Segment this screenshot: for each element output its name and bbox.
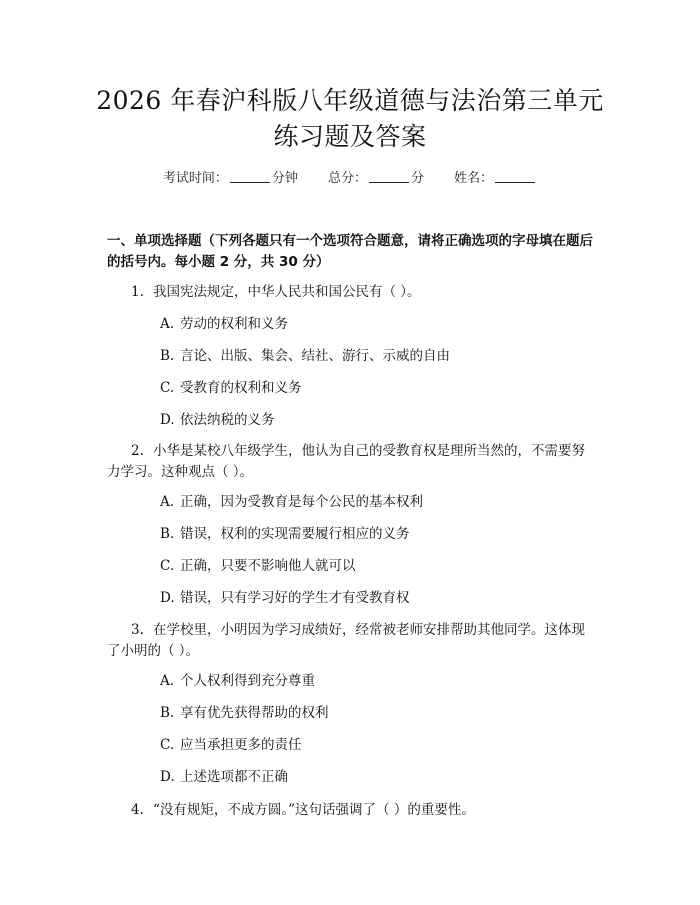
time-label: 考试时间： (162, 171, 228, 186)
option-text: 正确，只要不影响他人就可以 (180, 558, 356, 574)
option-text: 个人权利得到充分尊重 (180, 673, 315, 689)
score-unit: 分 (411, 171, 425, 186)
q1-option-b (160, 346, 450, 367)
q2-option-d (160, 588, 410, 609)
q1-option-d (160, 410, 275, 431)
option-text: 应当承担更多的责任 (180, 737, 302, 753)
q2-option-c (160, 556, 356, 577)
option-letter: C. (160, 380, 175, 396)
option-letter: D. (160, 412, 175, 428)
option-text: 错误，只有学习好的学生才有受教育权 (180, 590, 410, 606)
question-text: 在学校里，小明因为学习成绩好，经常被老师安排帮助其他同学。这体现了小明的（ ）。 (107, 622, 585, 659)
q3-option-a (160, 671, 315, 692)
q3-option-b (160, 703, 329, 724)
question-text: 小华是某校八年级学生，他认为自己的受教育权是理所当然的，不需要努力学习。这种观点（ ）。 (107, 443, 585, 480)
q3-option-d (160, 767, 288, 788)
question-3 (107, 620, 595, 662)
q1-option-c (160, 378, 302, 399)
exam-name (454, 167, 537, 186)
name-blank (495, 170, 535, 183)
option-letter: C. (160, 558, 175, 574)
score-blank (369, 170, 409, 183)
question-4 (107, 800, 595, 821)
option-letter: D. (160, 769, 175, 785)
option-text: 受教育的权利和义务 (180, 380, 302, 396)
option-text: 正确，因为受教育是每个公民的基本权利 (180, 494, 423, 510)
q3-option-c (160, 735, 302, 756)
option-letter: D. (160, 590, 175, 606)
option-text: 劳动的权利和义务 (180, 316, 288, 332)
option-letter: B. (160, 348, 175, 364)
title-line-1: 2026 年春沪科版八年级道德与法治第三单元 (96, 86, 604, 115)
exam-score (328, 167, 424, 186)
q2-option-b (160, 524, 410, 545)
exam-info (0, 167, 700, 186)
option-text: 享有优先获得帮助的权利 (180, 705, 329, 721)
option-text: 依法纳税的义务 (180, 412, 275, 428)
option-letter: C. (160, 737, 175, 753)
question-2 (107, 441, 595, 483)
score-label: 总分： (327, 171, 367, 186)
option-text: 上述选项都不正确 (180, 769, 288, 785)
q2-option-a (160, 492, 423, 513)
option-letter: A. (160, 494, 175, 510)
section-heading: 一、单项选择题（下列各题只有一个选项符合题意，请将正确选项的字母填在题后的括号内。每小题 2 分，共 30 分） (107, 233, 593, 270)
exam-time (163, 167, 298, 186)
option-text: 言论、出版、集会、结社、游行、示威的自由 (180, 348, 450, 364)
question-number: 3. (131, 622, 144, 638)
option-letter: B. (160, 705, 175, 721)
option-text: 错误，权利的实现需要履行相应的义务 (180, 526, 410, 542)
question-number: 2. (131, 443, 144, 459)
option-letter: A. (160, 316, 175, 332)
title-line-2: 练习题及答案 (273, 122, 427, 151)
question-number: 4. (131, 802, 144, 818)
time-blank (230, 170, 270, 183)
question-1 (107, 282, 595, 303)
time-unit: 分钟 (271, 171, 298, 186)
option-letter: A. (160, 673, 175, 689)
option-letter: B. (160, 526, 175, 542)
question-number: 1. (131, 284, 144, 300)
q1-option-a (160, 314, 288, 335)
question-text: “没有规矩，不成方圆。”这句话强调了（ ）的重要性。 (153, 802, 475, 818)
name-label: 姓名： (454, 171, 494, 186)
question-text: 我国宪法规定，中华人民共和国公民有（ ）。 (153, 284, 421, 300)
